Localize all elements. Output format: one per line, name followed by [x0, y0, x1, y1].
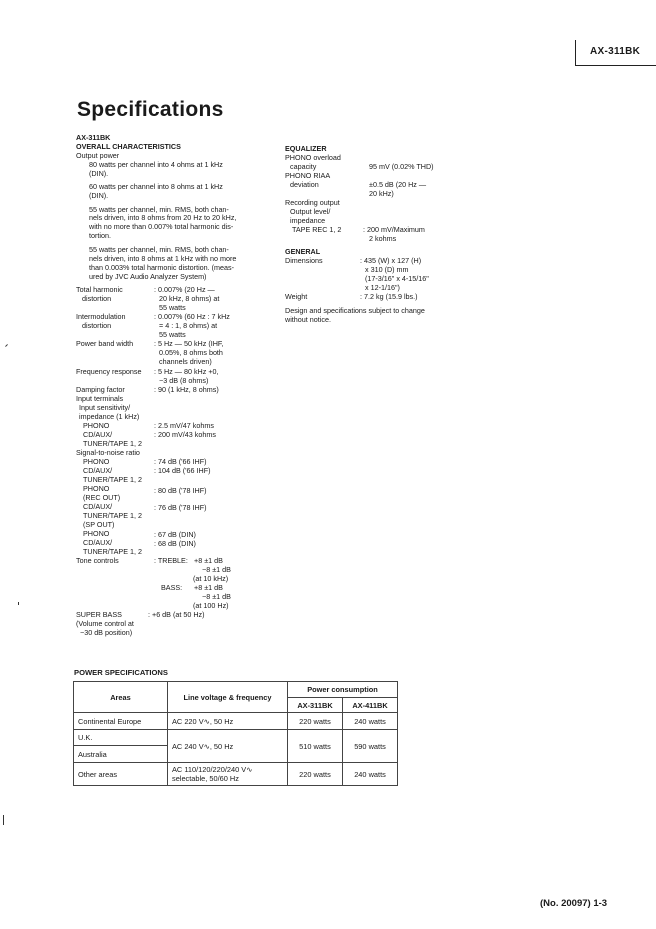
- spec-value: = 4 : 1, 8 ohms) at: [159, 321, 218, 330]
- table-header-model: AX-411BK: [343, 698, 398, 713]
- table-cell: 220 watts: [288, 763, 343, 786]
- spec-value: : 7.2 kg (15.9 lbs.): [360, 292, 418, 301]
- spec-label: PHONO: [83, 421, 110, 430]
- table-header-power: Power consumption: [288, 682, 398, 698]
- table-cell: AC 240 V∿, 50 Hz: [168, 730, 288, 763]
- spec-text: tortion.: [89, 231, 111, 240]
- spec-value: ±0.5 dB (20 Hz —: [369, 180, 427, 189]
- table-cell: AC 220 V∿, 50 Hz: [168, 713, 288, 730]
- header-rule: [575, 65, 656, 66]
- spec-value: (at 10 kHz): [193, 574, 229, 583]
- spec-value: x 310 (D) mm: [365, 265, 409, 274]
- spec-value: +8 ±1 dB: [194, 556, 223, 565]
- section-heading: OVERALL CHARACTERISTICS: [76, 142, 181, 151]
- spec-value: 55 watts: [159, 303, 186, 312]
- spec-text: nels driven, into 8 ohms from 20 Hz to 20 kHz,: [89, 213, 237, 222]
- spec-label: PHONO RIAA: [285, 171, 331, 180]
- spec-label: PHONO: [83, 484, 110, 493]
- spec-value: : 76 dB ('78 IHF): [154, 503, 207, 512]
- spec-label: CD/AUX/: [83, 502, 113, 511]
- power-spec-table: [73, 681, 398, 786]
- spec-text: 55 watts per channel, min. RMS, both chan-: [89, 205, 229, 214]
- spec-value: 2 kohms: [369, 234, 397, 243]
- spec-label: Intermodulation: [76, 312, 126, 321]
- spec-label: Input sensitivity/: [79, 403, 131, 412]
- spec-label: Recording output: [285, 198, 340, 207]
- spec-value: : +6 dB (at 50 Hz): [148, 610, 205, 619]
- spec-text: 60 watts per channel into 8 ohms at 1 kHz: [89, 182, 223, 191]
- spec-value: : 67 dB (DIN): [154, 530, 196, 539]
- table-row: [74, 763, 398, 786]
- spec-value: (17-3/16" x 4-15/16": [365, 274, 429, 283]
- spec-label: Damping factor: [76, 385, 125, 394]
- spec-value: −8 ±1 dB: [202, 592, 231, 601]
- scan-mark: [5, 344, 8, 347]
- spec-label: PHONO: [83, 529, 110, 538]
- spec-label: (REC OUT): [83, 493, 121, 502]
- spec-label: Output level/: [290, 207, 331, 216]
- spec-text: (DIN).: [89, 191, 109, 200]
- spec-text: (DIN).: [89, 169, 109, 178]
- spec-value: channels driven): [159, 357, 212, 366]
- spec-label: capacity: [290, 162, 317, 171]
- spec-label: Total harmonic: [76, 285, 123, 294]
- note-text: without notice.: [285, 315, 331, 324]
- page-title: Specifications: [77, 98, 224, 121]
- spec-value: x 12-1/16"): [365, 283, 400, 292]
- spec-value: : 200 mV/43 kohms: [154, 430, 216, 439]
- spec-value: −3 dB (8 ohms): [159, 376, 209, 385]
- section-heading: EQUALIZER: [285, 144, 327, 153]
- spec-value: 20 kHz): [369, 189, 394, 198]
- spec-value: : 200 mV/Maximum: [363, 225, 425, 234]
- table-header-model: AX-311BK: [288, 698, 343, 713]
- spec-label: TAPE REC 1, 2: [292, 225, 342, 234]
- spec-label: Frequency response: [76, 367, 142, 376]
- table-cell: Australia: [74, 746, 168, 763]
- spec-label: CD/AUX/: [83, 430, 113, 439]
- spec-value: 0.05%, 8 ohms both: [159, 348, 223, 357]
- spec-label: TUNER/TAPE 1, 2: [83, 547, 142, 556]
- spec-value: BASS:: [161, 583, 183, 592]
- table-cell: 510 watts: [288, 730, 343, 763]
- spec-value: : 90 (1 kHz, 8 ohms): [154, 385, 219, 394]
- table-header-areas: Areas: [74, 682, 168, 713]
- spec-text: 55 watts per channel, min. RMS, both chan-: [89, 245, 229, 254]
- section-heading: GENERAL: [285, 247, 321, 256]
- spec-value: : 0.007% (60 Hz : 7 kHz: [154, 312, 230, 321]
- spec-value: : 5 Hz — 50 kHz (IHF,: [154, 339, 224, 348]
- table-row: [74, 730, 398, 746]
- table-cell-line: selectable, 50/60 Hz: [172, 774, 239, 783]
- model-tag: AX-311BK: [590, 46, 641, 57]
- table-cell: 240 watts: [343, 713, 398, 730]
- table-row: [74, 713, 398, 730]
- spec-text: nels driven, into 8 ohms at 1 kHz with no more: [89, 254, 237, 263]
- spec-value: +8 ±1 dB: [194, 583, 223, 592]
- spec-label: Tone controls: [76, 556, 119, 565]
- spec-value: : 435 (W) x 127 (H): [360, 256, 422, 265]
- scan-mark: [3, 815, 4, 825]
- spec-label: impedance: [290, 216, 326, 225]
- spec-value: : 104 dB ('66 IHF): [154, 466, 211, 475]
- spec-label: SUPER BASS: [76, 610, 122, 619]
- spec-value: 95 mV (0.02% THD): [369, 162, 434, 171]
- spec-label: (SP OUT): [83, 520, 115, 529]
- spec-label: deviation: [290, 180, 319, 189]
- spec-label: distortion: [82, 294, 112, 303]
- page-footer: (No. 20097) 1-3: [540, 898, 608, 909]
- spec-label: Input terminals: [76, 394, 124, 403]
- spec-label: CD/AUX/: [83, 538, 113, 547]
- table-header-line: Line voltage & frequency: [168, 682, 288, 713]
- table-cell: 220 watts: [288, 713, 343, 730]
- spec-label: TUNER/TAPE 1, 2: [83, 511, 142, 520]
- spec-value: : 74 dB ('66 IHF): [154, 457, 207, 466]
- spec-label: (Volume control at: [76, 619, 134, 628]
- power-spec-title: POWER SPECIFICATIONS: [74, 668, 168, 677]
- model-heading: AX-311BK: [76, 133, 111, 142]
- scan-mark: [18, 602, 19, 605]
- spec-label: −30 dB position): [80, 628, 133, 637]
- spec-value: : TREBLE:: [154, 556, 188, 565]
- table-cell: 590 watts: [343, 730, 398, 763]
- spec-value: : 0.007% (20 Hz —: [154, 285, 215, 294]
- spec-label: CD/AUX/: [83, 466, 113, 475]
- spec-label: distortion: [82, 321, 112, 330]
- spec-label: TUNER/TAPE 1, 2: [83, 475, 142, 484]
- spec-value: : 5 Hz — 80 kHz +0,: [154, 367, 219, 376]
- spec-label: Signal-to-noise ratio: [76, 448, 140, 457]
- spec-text: with no more than 0.007% total harmonic dis-: [89, 222, 234, 231]
- spec-label: Weight: [285, 292, 308, 301]
- header-rule: [575, 40, 576, 66]
- table-cell-line: AC 110/120/220/240 V∿: [172, 765, 253, 774]
- spec-label: TUNER/TAPE 1, 2: [83, 439, 142, 448]
- spec-value: : 68 dB (DIN): [154, 539, 196, 548]
- spec-text: ured by JVC Audio Analyzer System): [89, 272, 207, 281]
- spec-value: 55 watts: [159, 330, 186, 339]
- table-cell: [168, 763, 288, 786]
- spec-value: (at 100 Hz): [193, 601, 229, 610]
- spec-value: : 2.5 mV/47 kohms: [154, 421, 214, 430]
- table-cell: 240 watts: [343, 763, 398, 786]
- spec-label: PHONO: [83, 457, 110, 466]
- spec-label: Output power: [76, 151, 120, 160]
- spec-text: 80 watts per channel into 4 ohms at 1 kHz: [89, 160, 223, 169]
- note-text: Design and specifications subject to change: [285, 306, 425, 315]
- table-cell: U.K.: [74, 730, 168, 746]
- table-cell: Other areas: [74, 763, 168, 786]
- spec-value: 20 kHz, 8 ohms) at: [159, 294, 220, 303]
- spec-label: Power band width: [76, 339, 134, 348]
- spec-text: than 0.003% total harmonic distortion. (meas-: [89, 263, 235, 272]
- spec-label: impedance (1 kHz): [79, 412, 140, 421]
- spec-label: Dimensions: [285, 256, 323, 265]
- spec-value: −8 ±1 dB: [202, 565, 231, 574]
- table-cell: Continental Europe: [74, 713, 168, 730]
- spec-value: : 80 dB ('78 IHF): [154, 486, 207, 495]
- spec-label: PHONO overload: [285, 153, 341, 162]
